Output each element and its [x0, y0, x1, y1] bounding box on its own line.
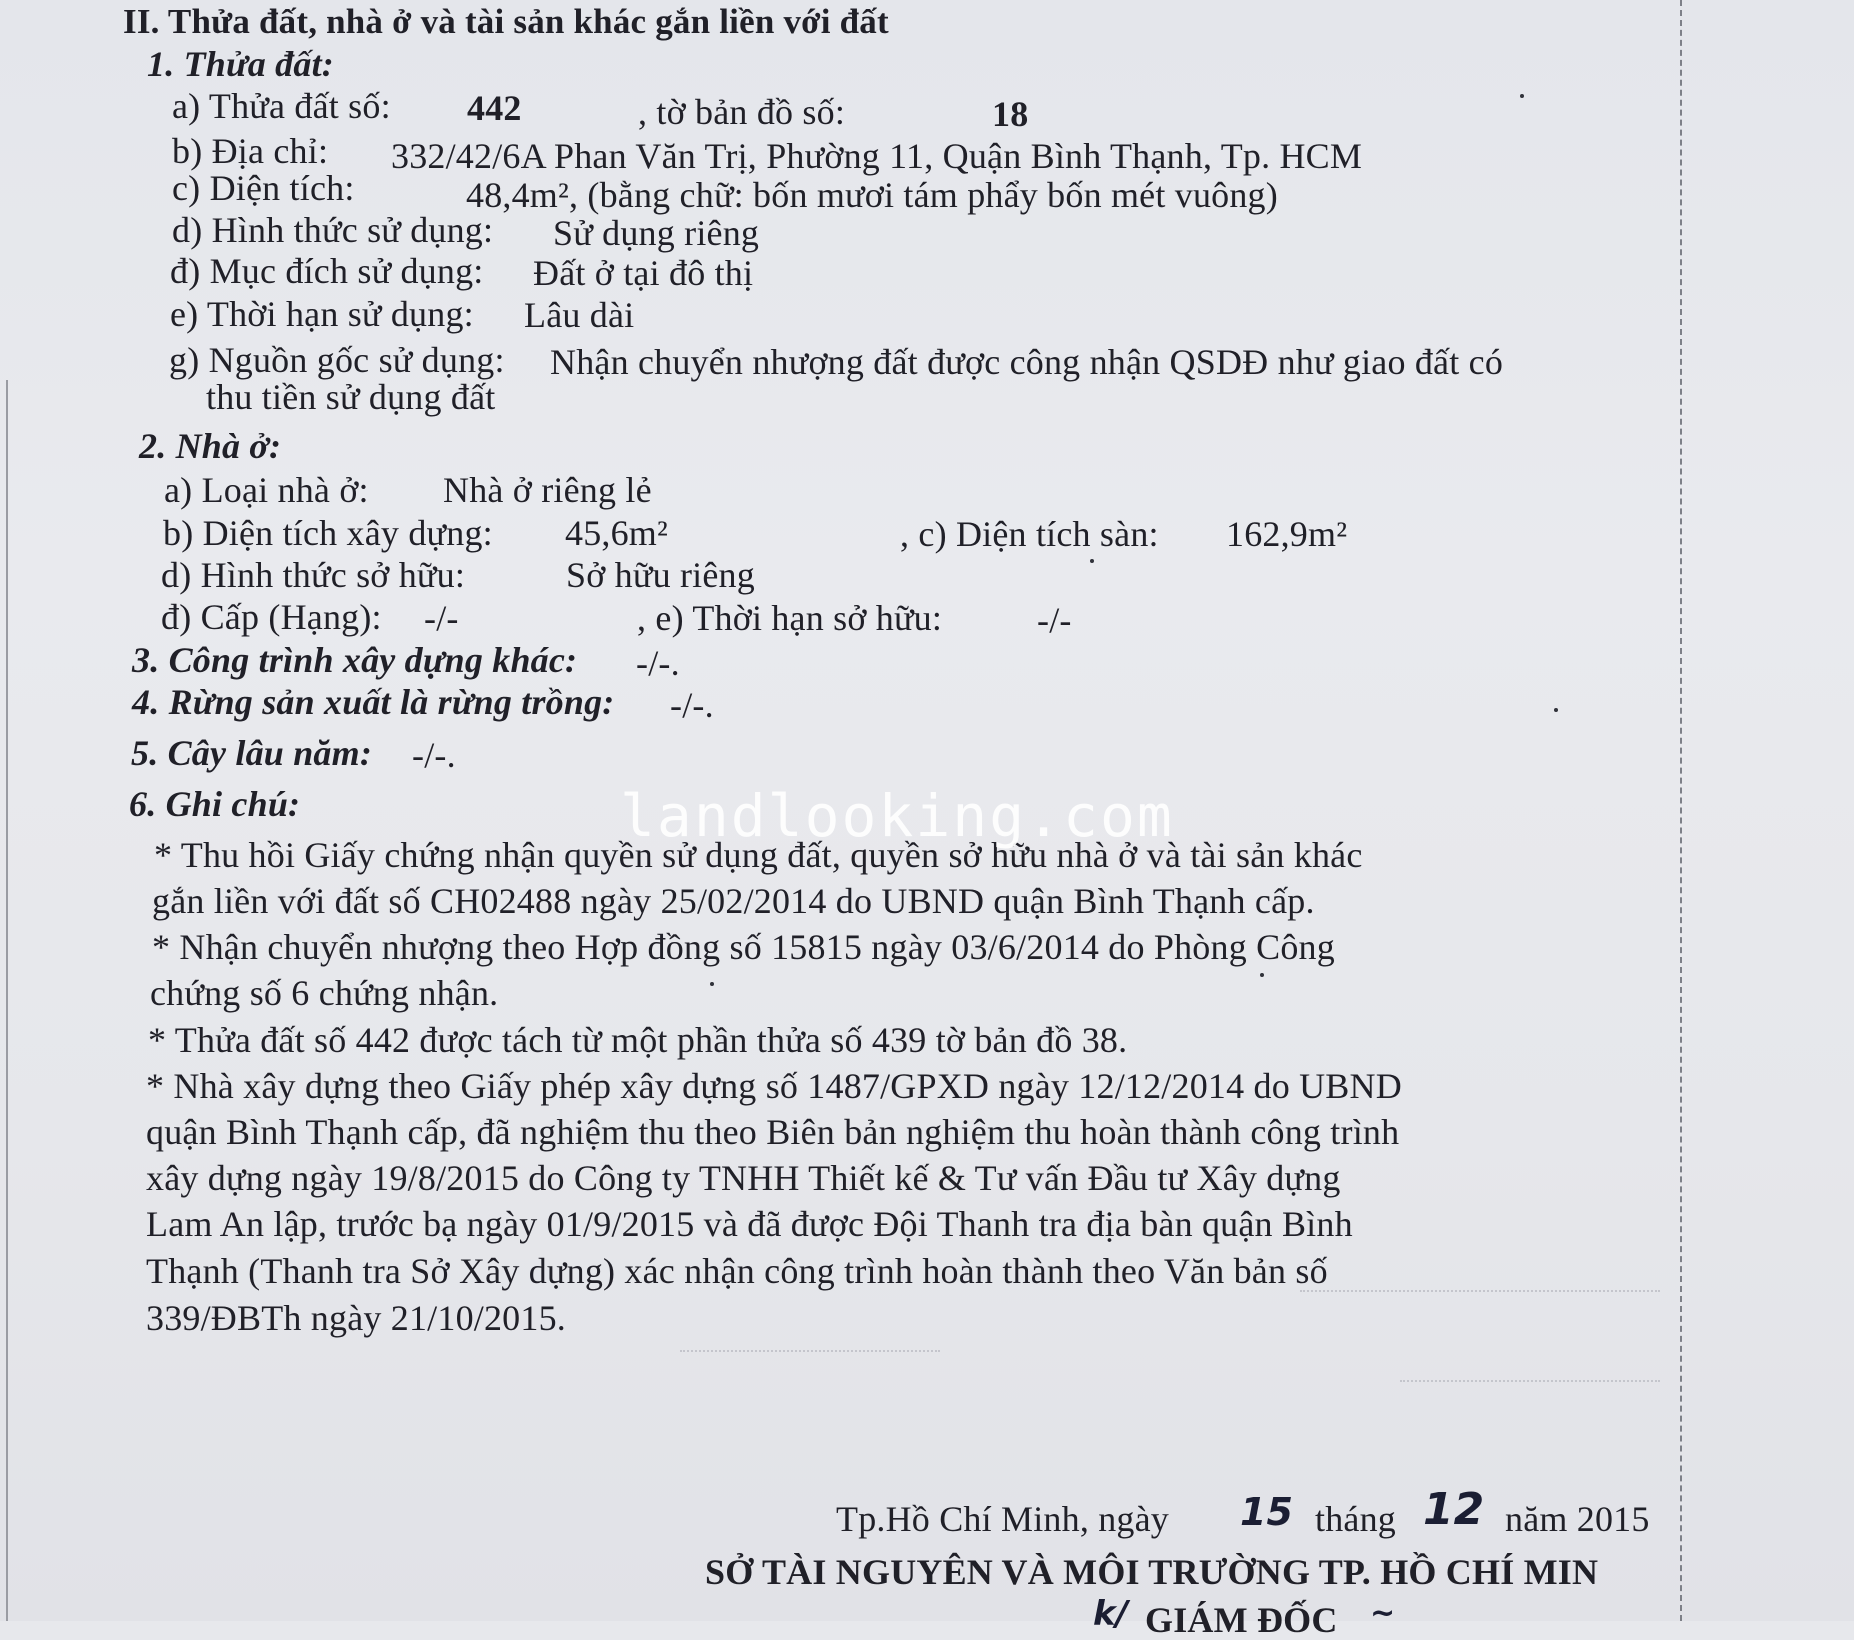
paper-speck — [710, 982, 714, 986]
other-works-heading: 3. Công trình xây dựng khác: — [132, 640, 578, 680]
note-line: * Thu hồi Giấy chứng nhận quyền sử dụng đất, quyền sở hữu nhà ở và tài sản khác — [154, 835, 1363, 875]
date-year: năm 2015 — [1505, 1499, 1650, 1539]
watermark: landlooking.com — [620, 782, 1174, 850]
note-line: xây dựng ngày 19/8/2015 do Công ty TNHH Thiết kế & Tư vấn Đầu tư Xây dựng — [146, 1158, 1341, 1198]
land-b-label: b) Địa chỉ: — [172, 131, 329, 171]
forest-value: -/-. — [670, 685, 714, 725]
note-line: 339/ĐBTh ngày 21/10/2015. — [146, 1298, 566, 1338]
paper-speck — [1554, 708, 1558, 712]
notes-heading: 6. Ghi chú: — [129, 784, 301, 824]
note-line: gắn liền với đất số CH02488 ngày 25/02/2014 do UBND quận Bình Thạnh cấp. — [152, 881, 1315, 921]
land-dd-label: đ) Mục đích sử dụng: — [170, 251, 484, 291]
note-line: Thạnh (Thanh tra Sở Xây dựng) xác nhận công trình hoàn thành theo Văn bản số — [146, 1251, 1328, 1291]
date-month-label: tháng — [1315, 1499, 1396, 1539]
land-address: 332/42/6A Phan Văn Trị, Phường 11, Quận Bình Thạnh, Tp. HCM — [391, 136, 1363, 176]
paper-speck — [1090, 559, 1094, 563]
house-heading: 2. Nhà ở: — [139, 426, 282, 466]
land-a-label: a) Thửa đất số: — [172, 86, 391, 126]
house-floor-area: 162,9m² — [1226, 514, 1348, 554]
land-c-label: c) Diện tích: — [172, 168, 355, 208]
house-d-label: d) Hình thức sở hữu: — [161, 555, 466, 595]
perennial-heading: 5. Cây lâu năm: — [131, 733, 373, 773]
house-c-label: , c) Diện tích sàn: — [900, 514, 1159, 554]
house-e-label: , e) Thời hạn sở hữu: — [637, 598, 943, 638]
land-origin-line2: thu tiền sử dụng đất — [206, 377, 496, 417]
house-type: Nhà ở riêng lẻ — [443, 470, 652, 510]
land-g-label: g) Nguồn gốc sử dụng: — [169, 340, 505, 380]
note-line: * Nhận chuyển nhượng theo Hợp đồng số 15815 ngày 03/6/2014 do Phòng Công — [152, 927, 1335, 967]
land-parcel-number: 442 — [467, 88, 522, 128]
show-through-mark — [1300, 1290, 1660, 1292]
director-title: GIÁM ĐỐC — [1145, 1600, 1338, 1640]
agency-name: SỞ TÀI NGUYÊN VÀ MÔI TRƯỜNG TP. HỒ CHÍ MIN — [705, 1552, 1599, 1592]
house-building-area: 45,6m² — [565, 513, 668, 553]
note-line: * Nhà xây dựng theo Giấy phép xây dựng số 1487/GPXD ngày 12/12/2014 do UBND — [146, 1066, 1402, 1106]
note-line: chứng số 6 chứng nhận. — [150, 973, 499, 1013]
land-usage-purpose: Đất ở tại đô thị — [533, 253, 754, 293]
handwritten-month: 12 — [1423, 1484, 1485, 1535]
handwritten-day: 15 — [1240, 1490, 1293, 1534]
house-dd-label: đ) Cấp (Hạng): — [161, 597, 382, 637]
show-through-mark — [680, 1350, 940, 1352]
house-ownership-term: -/- — [1037, 600, 1072, 640]
land-origin-line1: Nhận chuyển nhượng đất được công nhận QSDĐ như giao đất có — [550, 342, 1504, 382]
section-title: II. Thửa đất, nhà ở và tài sản khác gắn liền với đất — [123, 2, 889, 41]
note-line: * Thửa đất số 442 được tách từ một phần thửa số 439 tờ bản đồ 38. — [148, 1020, 1128, 1060]
paper-speck — [1520, 94, 1524, 98]
house-ownership-form: Sở hữu riêng — [566, 555, 755, 595]
note-line: Lam An lập, trước bạ ngày 01/9/2015 và đã được Đội Thanh tra địa bàn quận Bình — [146, 1204, 1353, 1244]
land-usage-form: Sử dụng riêng — [553, 213, 760, 253]
forest-heading: 4. Rừng sản xuất là rừng trồng: — [132, 682, 615, 722]
house-a-label: a) Loại nhà ở: — [164, 470, 369, 510]
paper-speck — [1260, 973, 1264, 977]
other-works-value: -/-. — [636, 643, 680, 683]
land-usage-term: Lâu dài — [524, 295, 635, 335]
signature-initial-mark: k/ — [1093, 1594, 1129, 1634]
date-prefix: Tp.Hồ Chí Minh, ngày — [836, 1499, 1169, 1539]
note-line: quận Bình Thạnh cấp, đã nghiệm thu theo Biên bản nghiệm thu hoàn thành công trình — [146, 1112, 1400, 1152]
land-map-number: 18 — [992, 94, 1029, 134]
land-area: 48,4m², (bằng chữ: bốn mươi tám phẩy bốn mét vuông) — [466, 175, 1278, 215]
signature-scribble: ~ — [1370, 1596, 1396, 1631]
perennial-value: -/-. — [412, 735, 456, 775]
house-grade: -/- — [424, 598, 459, 638]
left-border-line — [6, 380, 8, 1621]
land-d-label: d) Hình thức sử dụng: — [172, 210, 494, 250]
land-heading: 1. Thửa đất: — [147, 44, 334, 84]
right-border-line — [1680, 0, 1682, 1621]
land-map-label: , tờ bản đồ số: — [638, 92, 846, 132]
show-through-mark — [1400, 1380, 1660, 1382]
land-e-label: e) Thời hạn sử dụng: — [170, 294, 474, 334]
house-b-label: b) Diện tích xây dựng: — [163, 513, 493, 553]
